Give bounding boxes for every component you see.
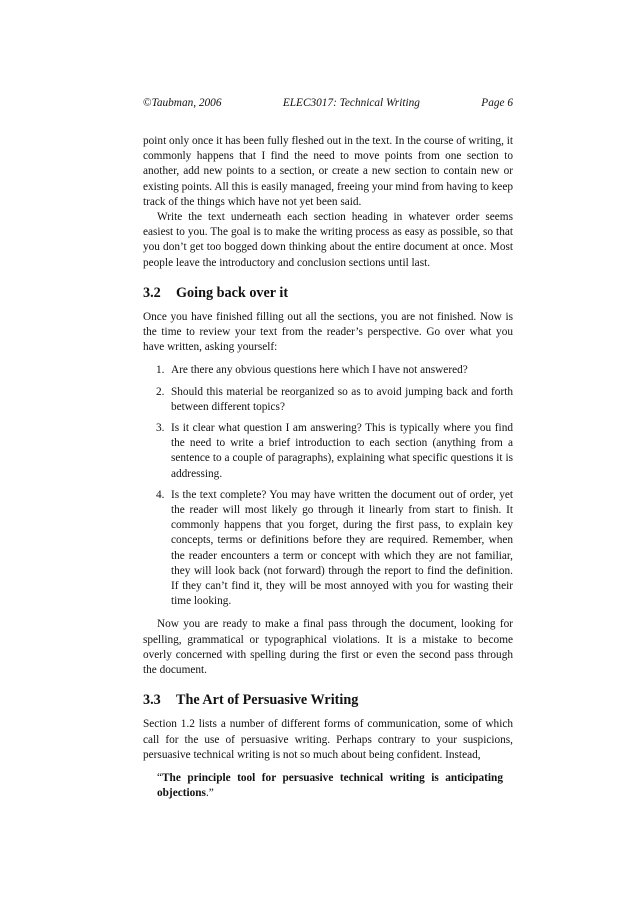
list-item <box>156 421 513 482</box>
running-header <box>143 96 513 110</box>
quote-open-mark: “ <box>157 771 163 784</box>
quote-close-mark: .” <box>205 787 214 800</box>
intro-paragraph-1: point only once it has been fully fleshed out in the text. In the course of writing, it commonly happens that I find the need to move points from one section to another, add new points to a section, or create a new section to contain new or existing points. All this is easily managed, freeing your mind from having to keep track of the things which have not yet been said. <box>143 135 513 208</box>
quote-bold-text: The principle tool for persuasive technical writing is anticipating objections <box>157 771 503 800</box>
list-marker: 4. <box>156 488 165 501</box>
section-3-2-lead: Once you have finished filling out all the sections, you are not finished. Now is the time to review your text from the reader’s perspective. Go over what you have written, asking yourself: <box>143 310 513 354</box>
list-item-text: Are there any obvious questions here which I have not answered? <box>171 364 468 377</box>
copyright-symbol: © <box>143 97 152 109</box>
header-author-text: Taubman, 2006 <box>151 97 222 109</box>
list-item-text: Should this material be reorganized so as to avoid jumping back and forth between different topics? <box>171 385 513 413</box>
section-3-3-lead: Section 1.2 lists a number of different forms of communication, some of which call for the use of persuasive writing. Perhaps contrary to your suspicions, persuasive technical writing is not so much about being confident. Instead, <box>143 718 513 761</box>
section-3-2-closing: Now you are ready to make a final pass through the document, looking for spelling, grammatical or typographical violations. It is a mistake to become overly concerned with spelling during the first or even the second pass through the document. <box>143 618 513 677</box>
header-author <box>143 96 221 110</box>
list-item <box>156 488 513 610</box>
list-item-text: Is it clear what question I am answering? This is typically where you find the need to write a brief introduction to each section (anything from a sentence to a couple of paragraphs), explaining what specific questions it is addressing. <box>171 422 513 480</box>
intro-paragraph-2: Write the text underneath each section heading in whatever order seems easiest to you. The goal is to make the writing process as easy as possible, so that you don’t get too bogged down thinking about the entire document at once. Most people leave the introductory and conclusion sections until last. <box>143 211 513 269</box>
review-questions-list <box>143 363 513 609</box>
list-marker: 3. <box>156 422 165 435</box>
section-title: The Art of Persuasive Writing <box>176 692 359 709</box>
section-heading-3-3 <box>143 692 513 709</box>
list-item <box>156 385 513 415</box>
header-course: ELEC3017: Technical Writing <box>282 97 420 109</box>
list-marker: 2. <box>156 385 165 398</box>
list-item-text: Is the text complete? You may have written the document out of order, yet the reader will most likely go through it linearly from start to finish. It commonly happens that you forget, during the first pass, to explain key concepts, terms or definitions before they are required. Remember, when the reader encounters a term or concept with which they are not familiar, they will look back (not forward) through the report to find the definition. If they can’t find it, they will be most annoyed with you for wasting their time looking. <box>171 488 513 608</box>
key-quote <box>157 771 503 801</box>
document-page <box>143 96 513 801</box>
section-heading-3-2 <box>143 285 513 302</box>
section-title: Going back over it <box>176 284 289 301</box>
section-number: 3.3 <box>143 692 161 709</box>
list-marker: 1. <box>156 364 165 377</box>
section-number: 3.2 <box>143 284 161 301</box>
header-page-number: Page 6 <box>481 97 513 109</box>
list-item <box>156 363 513 378</box>
